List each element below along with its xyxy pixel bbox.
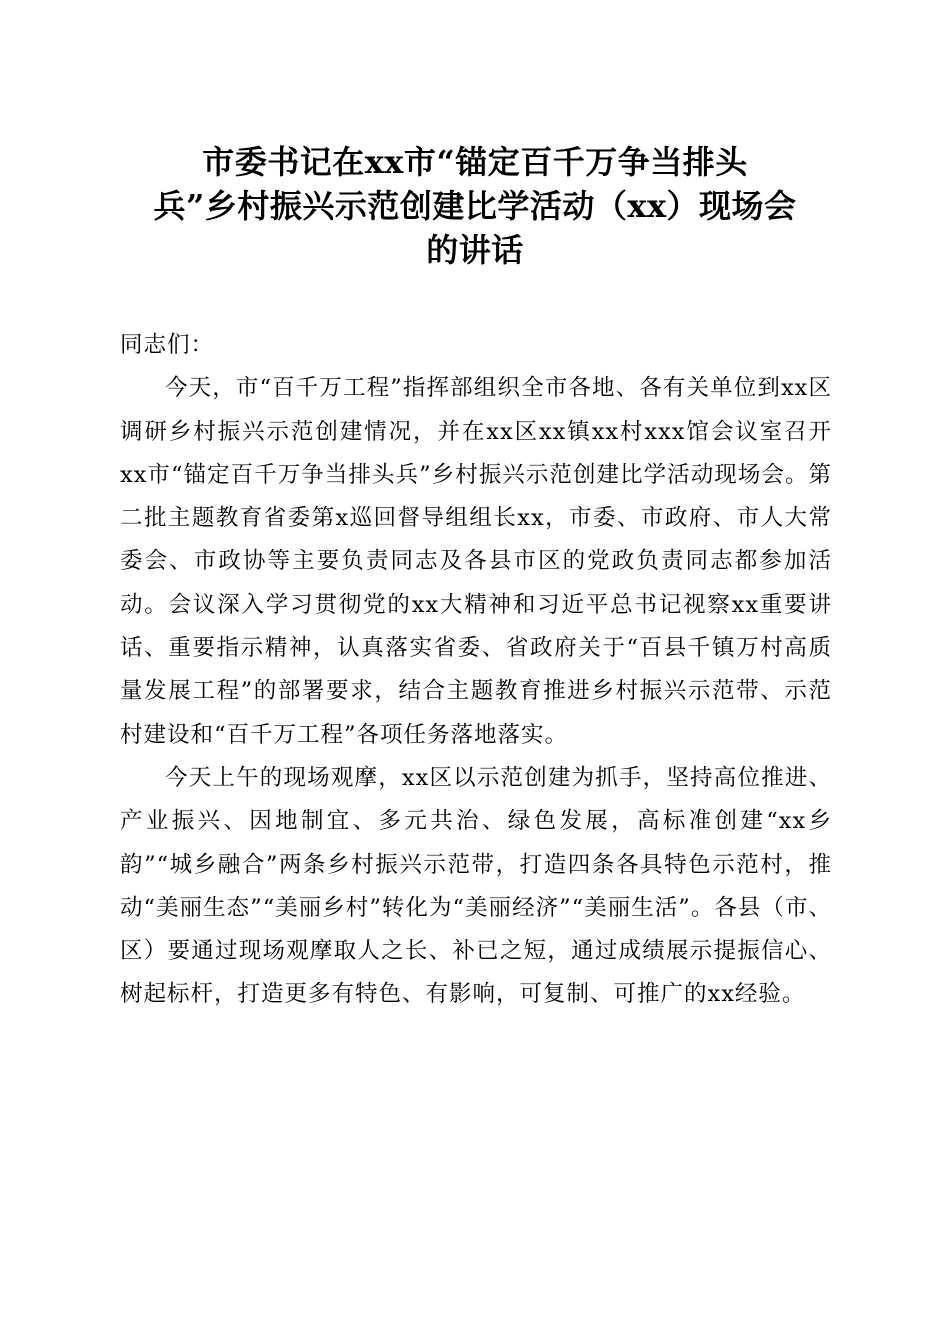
title-line-3: 的讲话: [426, 231, 524, 269]
paragraph-1: 今天，市“百千万工程”指挥部组织全市各地、各有关单位到xx区调研乡村振兴示范创建情况，并在xx区xx镇xx村xxx馆会议室召开xx市“锚定百千万争当排头兵”乡村振兴示范创建比学活动现场会。第二批主题教育省委第x巡回督导组组长xx，市委、市政府、市人大常委会、市政协等主要负责同志及各县市区的党政负责同志都参加活动。会议深入学习贯彻党的xx大精神和习近平总书记视察xx重要讲话、重要指示精神，认真落实省委、省政府关于“百县千镇万村高质量发展工程”的部署要求，结合主题教育推进乡村振兴示范带、示范村建设和“百千万工程”各项任务落地落实。: [120, 375, 832, 748]
salutation: 同志们：: [120, 332, 215, 358]
title-line-1: 市委书记在xx市“锚定百千万争当排头: [202, 143, 748, 181]
paragraph-2: 今天上午的现场观摩，xx区以示范创建为抓手，坚持高位推进、产业振兴、因地制宜、多元共治、绿色发展，高标准创建“xx乡韵”“城乡融合”两条乡村振兴示范带，打造四条各具特色示范村，推动“美丽生态”“美丽乡村”转化为“美丽经济”“美丽生活”。各县（市、区）要通过现场观摩取人之长、补已之短，通过成绩展示提振信心、树起标杆，打造更多有特色、有影响，可复制、可推广的xx经验。: [120, 764, 832, 1008]
document-title: [110, 140, 840, 272]
document-body: [120, 324, 832, 1017]
title-line-2: 兵”乡村振兴示范创建比学活动（xx）现场会: [153, 187, 797, 225]
